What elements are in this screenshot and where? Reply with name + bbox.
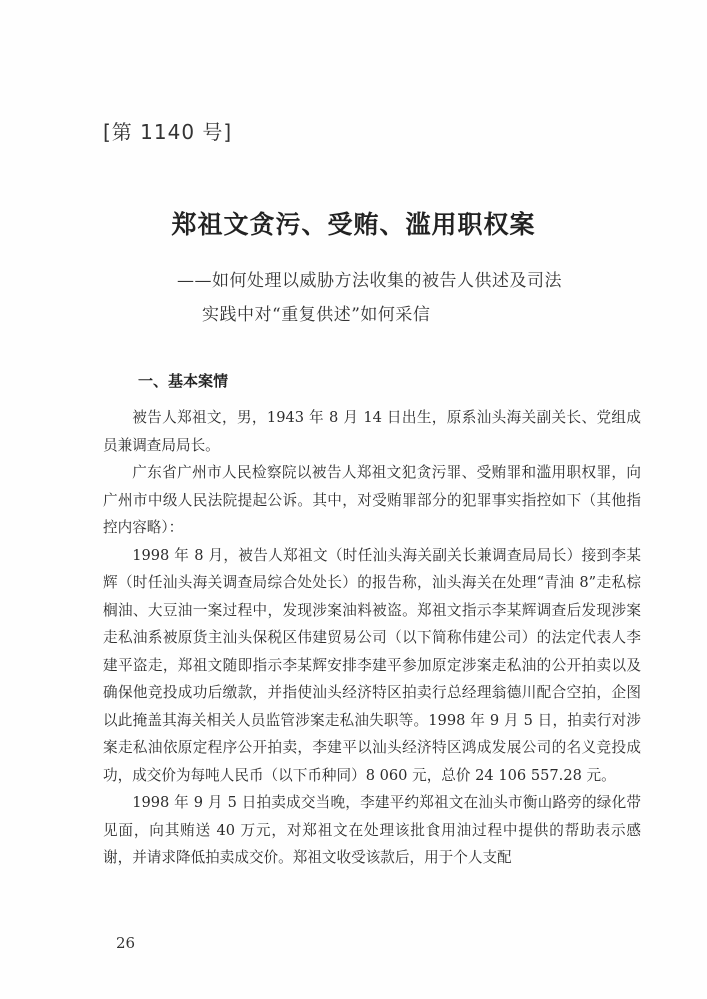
paragraph-bribe: 1998 年 9 月 5 日拍卖成交当晚，李建平约郑祖文在汕头市衡山路旁的绿化带见面，向其贿送 40 万元，对郑祖文在处理该批食用油过程中提供的帮助表示感谢，并请求降低拍卖成交价。郑祖文收受该款后，用于个人支配 <box>103 794 641 866</box>
subtitle-line-1: ——如何处理以威胁方法收集的被告人供述及司法 <box>177 271 562 291</box>
subtitle-line-2: 实践中对“重复供述”如何采信 <box>202 305 431 325</box>
section-heading: 一、基本案情 <box>138 372 229 390</box>
paragraph-facts: 1998 年 8 月，被告人郑祖文（时任汕头海关副关长兼调查局局长）接到李某辉（时任汕头海关调查局综合处处长）的报告称，汕头海关在处理“青油 8”走私棕榈油、大豆油一案过程中，发现涉案油料被盗。郑祖文指示李某辉调查后发现涉案走私油系被原货主汕头保税区伟建贸易公司（以下简称伟建公司）的法定代表人李建平盗走，郑祖文随即指示李某辉安排李建平参加原定涉案走私油的公开拍卖以及确保他竞投成功后缴款，并指使汕头经济特区拍卖行总经理翁德川配合空拍，企图以此掩盖其海关相关人员监管涉案走私油失职等。1998 年 9 月 5 日，拍卖行对涉案走私油依原定程序公开拍卖，李建平以汕头经济特区鸿成发展公司的名义竞投成功，成交价为每吨人民币（以下币种同）8 060 元，总价 24 106 557.28 元。 <box>103 546 641 784</box>
paragraph-prosecution: 广东省广州市人民检察院以被告人郑祖文犯贪污罪、受贿罪和滥用职权罪，向广州市中级人民法院提起公诉。其中，对受贿罪部分的犯罪事实指控如下（其他指控内容略）： <box>103 464 641 536</box>
page-number: 26 <box>116 934 136 952</box>
page-title: 郑祖文贪污、受贿、滥用职权案 <box>171 210 536 239</box>
paragraph-defendant-info: 被告人郑祖文，男，1943 年 8 月 14 日出生，原系汕头海关副关长、党组成员兼调查局局长。 <box>103 409 641 454</box>
case-number: [第 1140 号] <box>103 120 233 144</box>
body-text <box>103 404 641 872</box>
